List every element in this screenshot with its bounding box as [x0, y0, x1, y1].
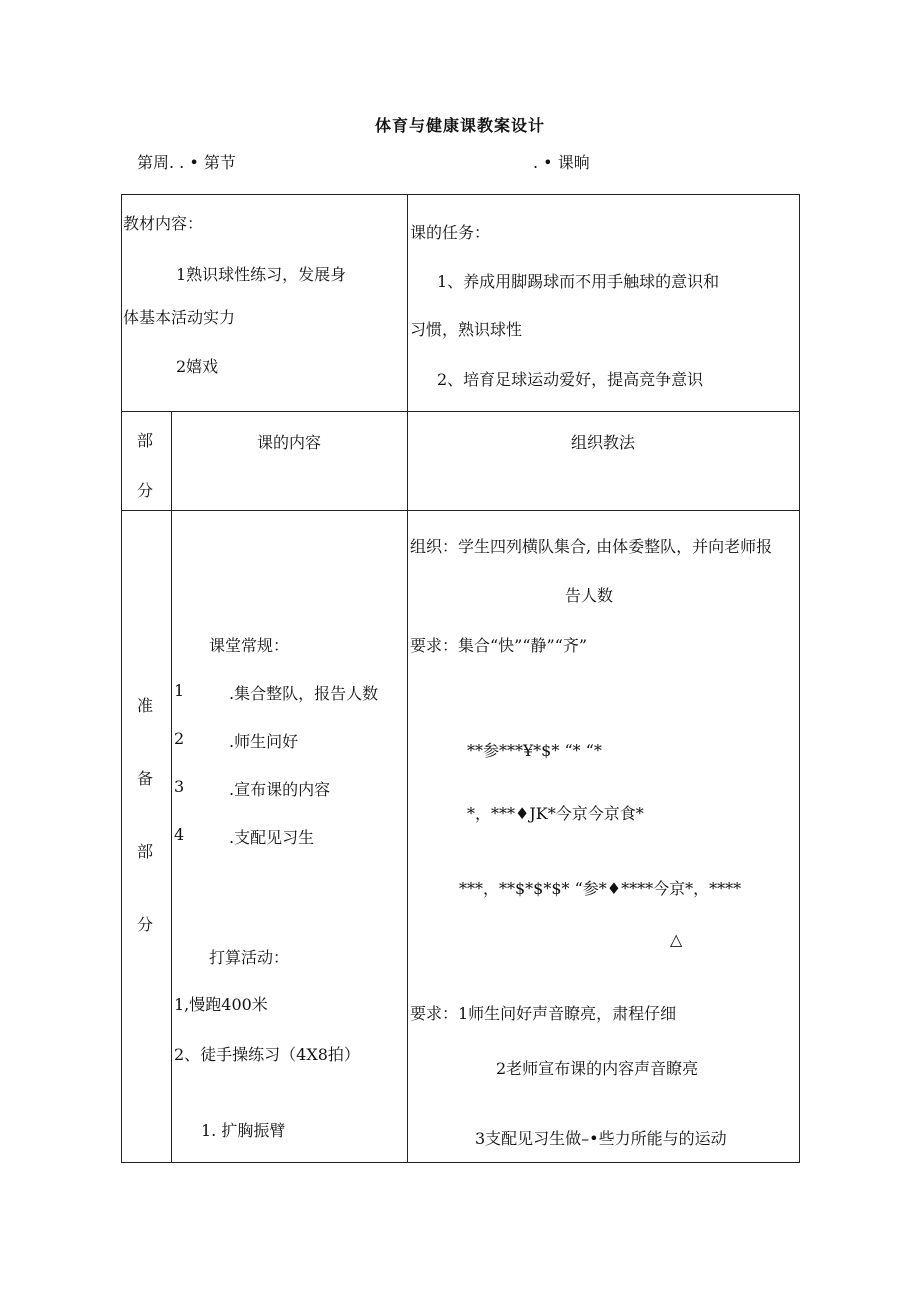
- routine-heading: 课堂常规：: [209, 636, 290, 655]
- materials-item-2: 2嬉戏: [176, 357, 219, 376]
- table-border-top: [121, 194, 800, 195]
- table-divider-mid: [407, 194, 408, 1163]
- prep-label-char-4: 分: [137, 915, 154, 934]
- tasks-item-1-line-1: 1、养成用脚踢球而不用手触球的意识和: [437, 272, 720, 291]
- routine-item-text: .宣布课的内容: [229, 780, 331, 799]
- method-requirement-2-line-1: 要求：1师生问好声音瞭亮，肃程仔细: [410, 1004, 677, 1023]
- materials-item-1-line-2: 体基本活动实力: [123, 308, 236, 327]
- page-title: 体育与健康课教案设计: [374, 116, 545, 135]
- prep-label-char-1: 准: [137, 696, 154, 715]
- header-part-line-2: 分: [137, 481, 154, 500]
- routine-item-number: 4: [174, 825, 185, 844]
- table-border-right: [799, 194, 800, 1163]
- method-organization-line-1: 组织：学生四列横队集合, 由体委整队，并向老师报: [410, 537, 773, 556]
- warmup-item-1: 1,慢跑400米: [174, 995, 268, 1014]
- table-divider-2: [121, 510, 800, 511]
- header-content: 课的内容: [257, 433, 322, 452]
- lesson-time-label: . • 课晌: [533, 153, 590, 172]
- routine-item-number: 1: [174, 681, 185, 700]
- header-method: 组织教法: [571, 433, 636, 452]
- routine-item-number: 2: [174, 729, 185, 748]
- tasks-heading: 课的任务：: [410, 223, 491, 242]
- warmup-item-2: 2、徒手操练习（4X8拍）: [174, 1045, 360, 1064]
- routine-item-number: 3: [174, 777, 185, 796]
- header-part-line-1: 部: [137, 431, 154, 450]
- method-requirement-2-line-2: 2老师宣布课的内容声音瞭亮: [496, 1059, 699, 1078]
- formation-row-2: *，***♦JK*今京今京食*: [467, 804, 644, 823]
- method-requirement-2-line-3: 3支配见习生做–•些力所能与的运动: [475, 1129, 727, 1148]
- routine-item-text: .支配见习生: [229, 828, 315, 847]
- formation-row-3: ***，**$*$*$* “参*♦****今京*，****: [459, 879, 742, 898]
- method-organization-line-2: 告人数: [565, 586, 614, 605]
- table-divider-part: [171, 411, 172, 1163]
- teacher-triangle-icon: △: [670, 930, 683, 949]
- prep-label-char-3: 部: [137, 842, 154, 861]
- method-requirement-1: 要求：集合“快”“静”“齐”: [410, 636, 588, 655]
- formation-row-1: **参***¥*$* “* “*: [467, 741, 602, 760]
- prep-label-char-2: 备: [137, 769, 154, 788]
- table-divider-1: [121, 411, 800, 412]
- warmup-heading: 打算活动：: [209, 948, 290, 967]
- materials-heading: 教材内容：: [123, 214, 204, 233]
- week-lesson-label: 第周. . • 第节: [137, 153, 236, 172]
- tasks-item-1-line-2: 习惯，熟识球性: [410, 320, 523, 339]
- materials-item-1-line-1: 1熟识球性练习，发展身: [176, 265, 347, 284]
- table-border-left: [121, 194, 122, 1163]
- table-border-bottom: [121, 1162, 800, 1163]
- routine-item-text: .集合整队，报告人数: [229, 684, 379, 703]
- warmup-subitem-1: 1. 扩胸振臂: [201, 1121, 286, 1140]
- routine-item-text: .师生问好: [229, 732, 299, 751]
- tasks-item-2: 2、培育足球运动爱好，提高竞争意识: [437, 370, 704, 389]
